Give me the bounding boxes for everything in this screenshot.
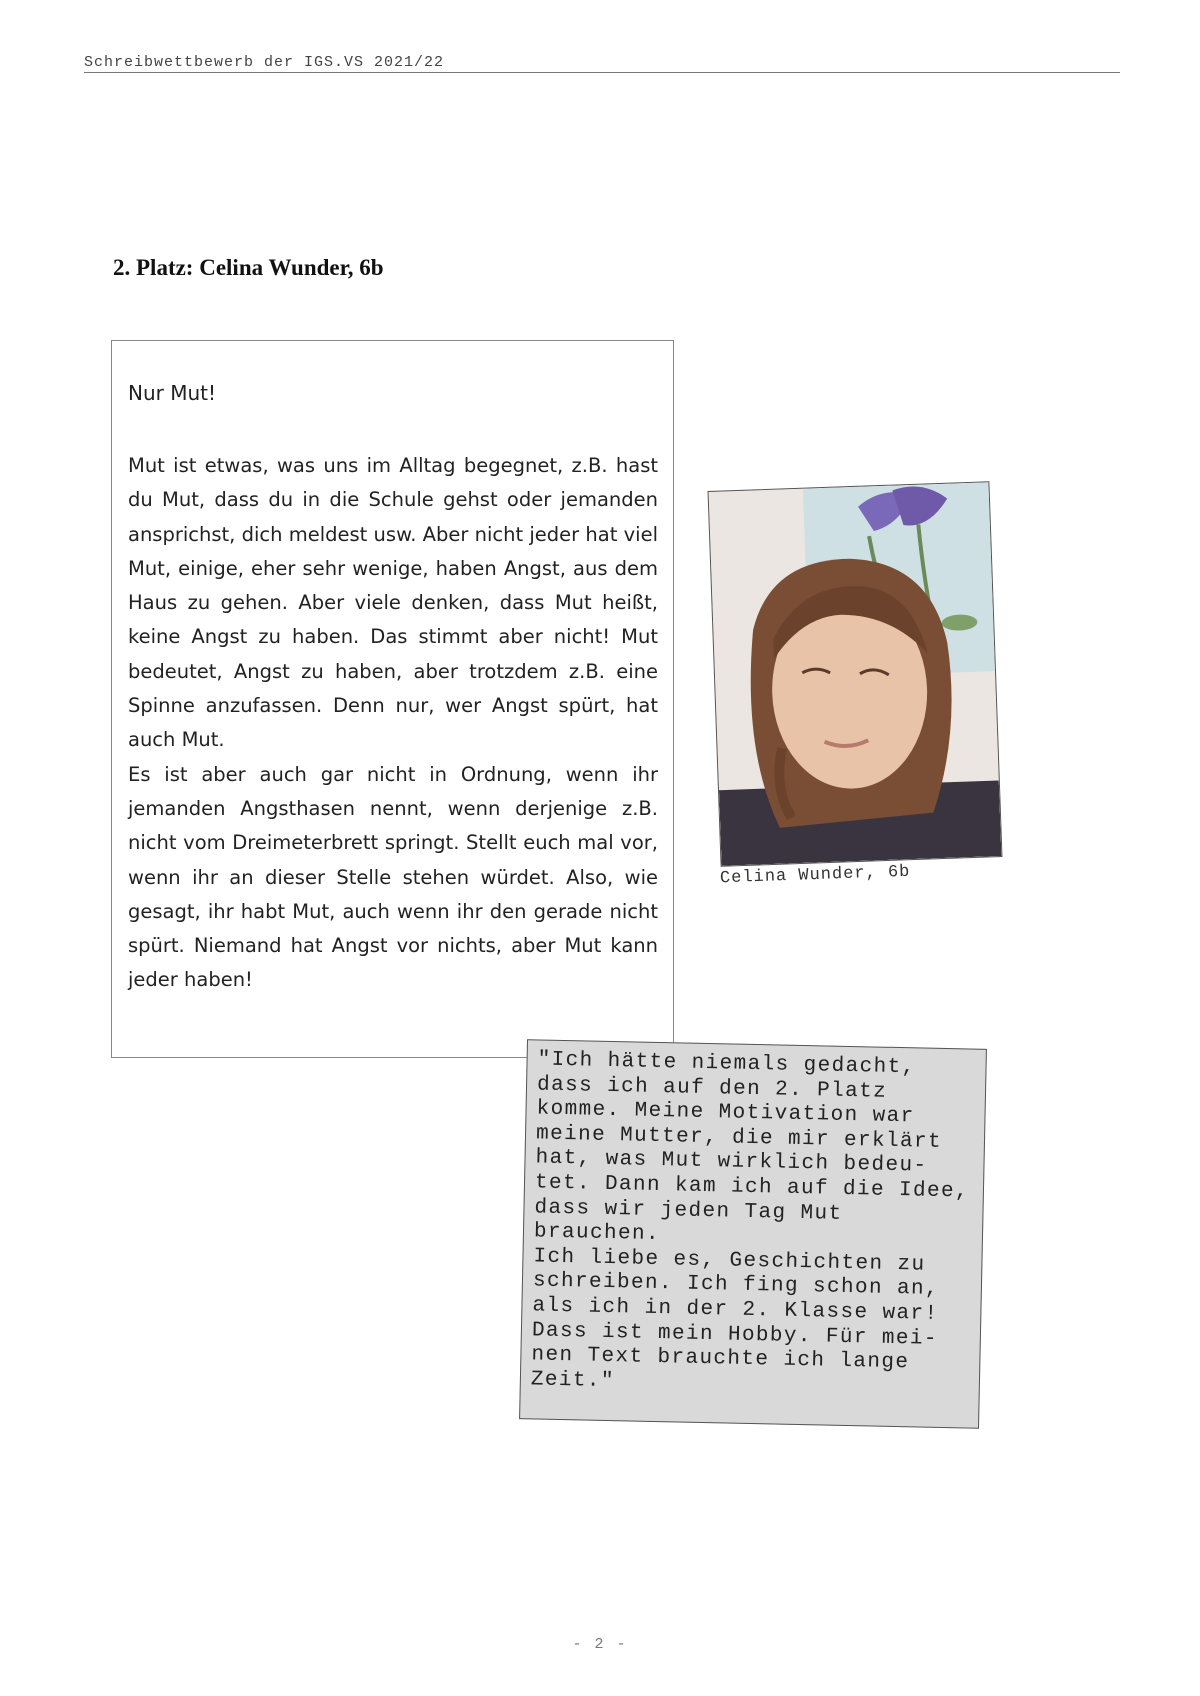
story-body: Mut ist etwas, was uns im Alltag begegnet, z.B. hast du Mut, dass du in die Schule gehst oder jemanden ansprichst, dich meldest usw. Aber nicht jeder hat viel Mut, einige, eher sehr wenige, haben Angst, aus dem Haus zu gehen. Aber viele denken, dass Mut heißt, keine Angst zu haben. Das stimmt aber nicht! Mut bedeutet, Angst zu haben, aber trotzdem z.B. eine Spinne anzufassen. Denn nur, wer Angst spürt, hat auch Mut. Es ist aber auch gar nicht in Ordnung, wenn ihr jemanden Angsthasen nennt, wenn derjenige z.B. nicht vom Dreimeterbrett springt. Stellt euch mal vor, wenn ihr an dieser Stelle stehen würdet. Also, wie gesagt, ihr habt Mut, auch wenn ihr den gerade nicht spürt. Niemand hat Angst vor nichts, aber Mut kann jeder haben! — [128, 454, 658, 992]
section-title: 2. Platz: Celina Wunder, 6b — [113, 255, 384, 280]
header-divider — [84, 72, 1120, 73]
author-photo — [708, 481, 1003, 867]
photo-caption: Celina Wunder, 6b — [719, 862, 911, 889]
quote-box — [519, 1039, 987, 1429]
page-header: Schreibwettbewerb der IGS.VS 2021/22 — [84, 54, 445, 71]
quote-text: "Ich hätte niemals gedacht, dass ich auf den 2. Platz komme. Meine Motivation war meine Mutter, die mir erklärt hat, was Mut wirklich bedeu-tet. Dann kam ich auf die Idee, dass wir jeden Tag Mut brauchen. Ich liebe es, Geschichten zu schreiben. Ich fing schon an, als ich in der 2. Klasse war! Dass ist mein Hobby. Für mei-nen Text brauchte ich lange Zeit." — [530, 1048, 970, 1393]
portrait-illustration — [709, 482, 1002, 866]
story-title: Nur Mut! — [128, 381, 217, 405]
story-box — [111, 340, 674, 1058]
page-number: - 2 - — [572, 1636, 628, 1653]
